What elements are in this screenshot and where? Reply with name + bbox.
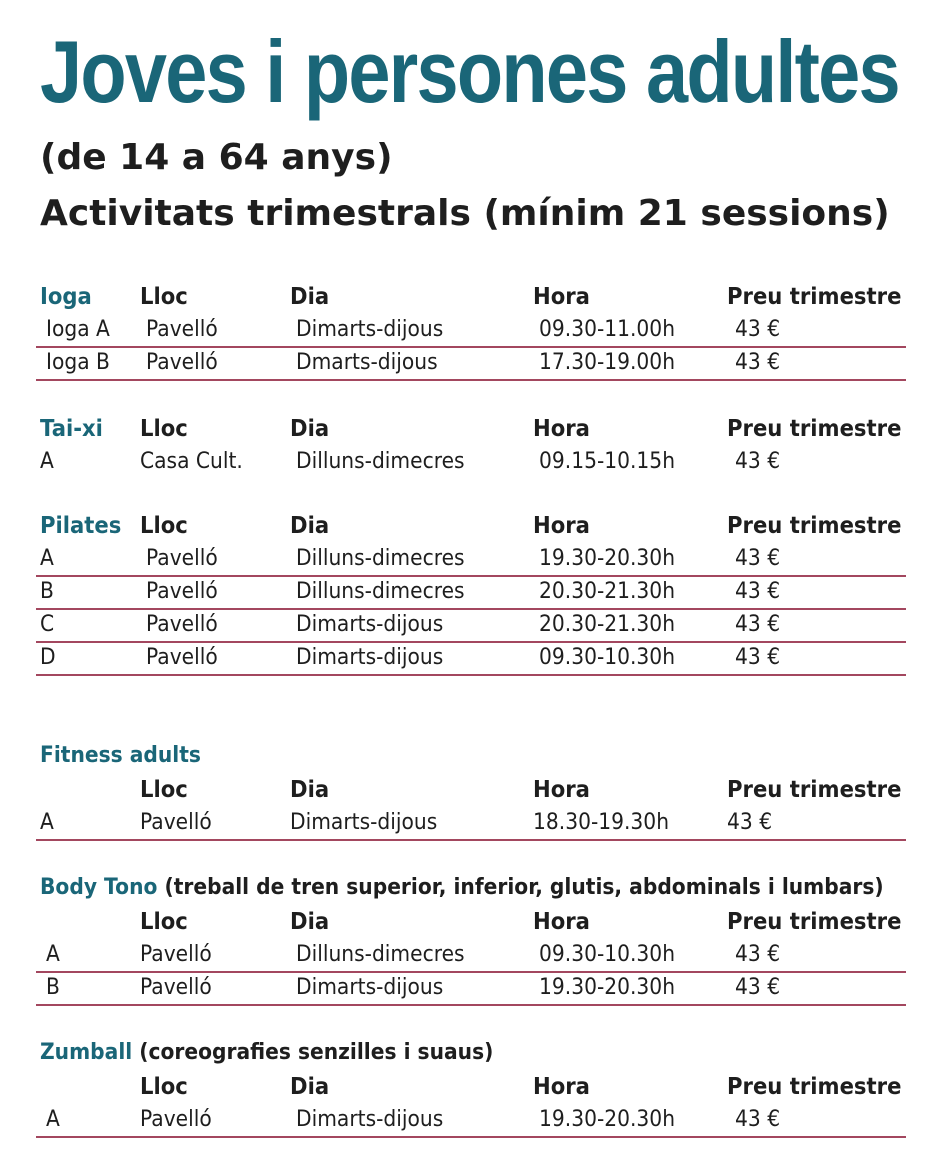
col-preu: Preu trimestre xyxy=(727,1074,902,1100)
cell-hora: 09.30-10.30h xyxy=(539,942,676,967)
cell-preu: 43 € xyxy=(735,975,781,1000)
bodytono-section xyxy=(0,873,950,1006)
cell-lloc: Pavelló xyxy=(146,612,218,637)
cell-preu: 43 € xyxy=(735,449,781,474)
section-description: (treball de tren superior, inferior, glutis, abdominals i lumbars) xyxy=(157,875,884,900)
table-row xyxy=(0,940,950,973)
cell-preu: 43 € xyxy=(735,579,781,604)
cell-preu: 43 € xyxy=(727,810,773,835)
cell-hora: 19.30-20.30h xyxy=(539,1107,676,1132)
col-lloc: Lloc xyxy=(140,284,188,310)
col-preu: Preu trimestre xyxy=(727,909,902,935)
cell-preu: 43 € xyxy=(735,645,781,670)
cell-group: D xyxy=(40,645,56,670)
cell-group: A xyxy=(46,942,60,967)
table-header xyxy=(0,414,950,447)
col-hora: Hora xyxy=(533,777,590,803)
cell-preu: 43 € xyxy=(735,612,781,637)
ioga-section xyxy=(0,282,950,381)
cell-lloc: Pavelló xyxy=(146,350,218,375)
section-title xyxy=(0,1038,950,1072)
cell-lloc: Casa Cult. xyxy=(140,449,243,474)
table-header xyxy=(0,1072,950,1105)
table-row xyxy=(0,544,950,577)
cell-dia: Dimarts-dijous xyxy=(296,1107,444,1132)
col-dia: Dia xyxy=(290,416,330,442)
cell-group: Ioga A xyxy=(46,317,110,342)
cell-hora: 20.30-21.30h xyxy=(539,612,676,637)
col-dia: Dia xyxy=(290,513,330,539)
cell-lloc: Pavelló xyxy=(140,810,212,835)
table-header xyxy=(0,907,950,940)
cell-lloc: Pavelló xyxy=(146,645,218,670)
cell-hora: 09.30-10.30h xyxy=(539,645,676,670)
cell-lloc: Pavelló xyxy=(140,1107,212,1132)
col-hora: Hora xyxy=(533,513,590,539)
taixi-section xyxy=(0,414,950,480)
cell-dia: Dimarts-dijous xyxy=(296,975,444,1000)
cell-lloc: Pavelló xyxy=(146,546,218,571)
row-divider xyxy=(36,674,906,676)
table-row xyxy=(0,973,950,1006)
cell-hora: 18.30-19.30h xyxy=(533,810,670,835)
col-lloc: Lloc xyxy=(140,1074,188,1100)
table-row xyxy=(0,808,950,841)
col-dia: Dia xyxy=(290,284,330,310)
cell-group: B xyxy=(40,579,54,604)
section-name: Fitness adults xyxy=(40,743,201,768)
cell-hora: 09.15-10.15h xyxy=(539,449,676,474)
page-title: Joves i persones adultes xyxy=(40,22,899,121)
cell-preu: 43 € xyxy=(735,546,781,571)
section-heading xyxy=(40,1038,493,1068)
cell-dia: Dimarts-dijous xyxy=(290,810,438,835)
cell-hora: 17.30-19.00h xyxy=(539,350,676,375)
section-name: Zumball xyxy=(40,1040,133,1065)
cell-group: A xyxy=(46,1107,60,1132)
col-lloc: Lloc xyxy=(140,909,188,935)
cell-hora: 20.30-21.30h xyxy=(539,579,676,604)
col-hora: Hora xyxy=(533,416,590,442)
row-divider xyxy=(36,1004,906,1006)
cell-group: C xyxy=(40,612,55,637)
cell-lloc: Pavelló xyxy=(146,317,218,342)
col-lloc: Lloc xyxy=(140,513,188,539)
pilates-section xyxy=(0,511,950,676)
cell-dia: Dmarts-dijous xyxy=(296,350,438,375)
section-name: Ioga xyxy=(40,284,92,310)
section-heading xyxy=(40,873,884,903)
cell-lloc: Pavelló xyxy=(140,942,212,967)
cell-group: Ioga B xyxy=(46,350,110,375)
col-dia: Dia xyxy=(290,909,330,935)
section-title xyxy=(0,873,950,907)
cell-preu: 43 € xyxy=(735,942,781,967)
row-divider xyxy=(36,1136,906,1138)
cell-dia: Dimarts-dijous xyxy=(296,612,444,637)
col-preu: Preu trimestre xyxy=(727,284,902,310)
row-divider xyxy=(36,839,906,841)
table-row xyxy=(0,447,950,480)
table-header xyxy=(0,775,950,808)
section-name: Body Tono xyxy=(40,875,158,900)
table-row xyxy=(0,1105,950,1138)
cell-group: A xyxy=(40,449,54,474)
col-preu: Preu trimestre xyxy=(727,513,902,539)
table-header xyxy=(0,282,950,315)
age-range-subtitle: (de 14 a 64 anys) xyxy=(40,137,393,178)
cell-preu: 43 € xyxy=(735,350,781,375)
section-name: Pilates xyxy=(40,513,122,539)
col-preu: Preu trimestre xyxy=(727,416,902,442)
fitness-section xyxy=(0,741,950,841)
cell-dia: Dimarts-dijous xyxy=(296,317,444,342)
cell-hora: 19.30-20.30h xyxy=(539,546,676,571)
table-row xyxy=(0,643,950,676)
zumball-section xyxy=(0,1038,950,1138)
cell-lloc: Pavelló xyxy=(146,579,218,604)
cell-lloc: Pavelló xyxy=(140,975,212,1000)
col-hora: Hora xyxy=(533,909,590,935)
cell-preu: 43 € xyxy=(735,1107,781,1132)
col-lloc: Lloc xyxy=(140,777,188,803)
cell-dia: Dilluns-dimecres xyxy=(296,546,465,571)
cell-group: B xyxy=(46,975,60,1000)
col-dia: Dia xyxy=(290,777,330,803)
row-divider xyxy=(36,379,906,381)
cell-dia: Dilluns-dimecres xyxy=(296,942,465,967)
cell-group: A xyxy=(40,810,54,835)
activities-subtitle: Activitats trimestrals (mínim 21 sessions) xyxy=(40,193,890,234)
cell-preu: 43 € xyxy=(735,317,781,342)
cell-dia: Dilluns-dimecres xyxy=(296,449,465,474)
cell-group: A xyxy=(40,546,54,571)
cell-hora: 19.30-20.30h xyxy=(539,975,676,1000)
table-row xyxy=(0,610,950,643)
col-dia: Dia xyxy=(290,1074,330,1100)
section-title xyxy=(0,741,950,775)
col-hora: Hora xyxy=(533,284,590,310)
table-row xyxy=(0,348,950,381)
col-lloc: Lloc xyxy=(140,416,188,442)
cell-hora: 09.30-11.00h xyxy=(539,317,676,342)
section-description: (coreografies senzilles i suaus) xyxy=(132,1040,494,1065)
col-hora: Hora xyxy=(533,1074,590,1100)
section-name: Tai-xi xyxy=(40,416,103,442)
table-header xyxy=(0,511,950,544)
cell-dia: Dimarts-dijous xyxy=(296,645,444,670)
cell-dia: Dilluns-dimecres xyxy=(296,579,465,604)
col-preu: Preu trimestre xyxy=(727,777,902,803)
table-row xyxy=(0,577,950,610)
table-row xyxy=(0,315,950,348)
